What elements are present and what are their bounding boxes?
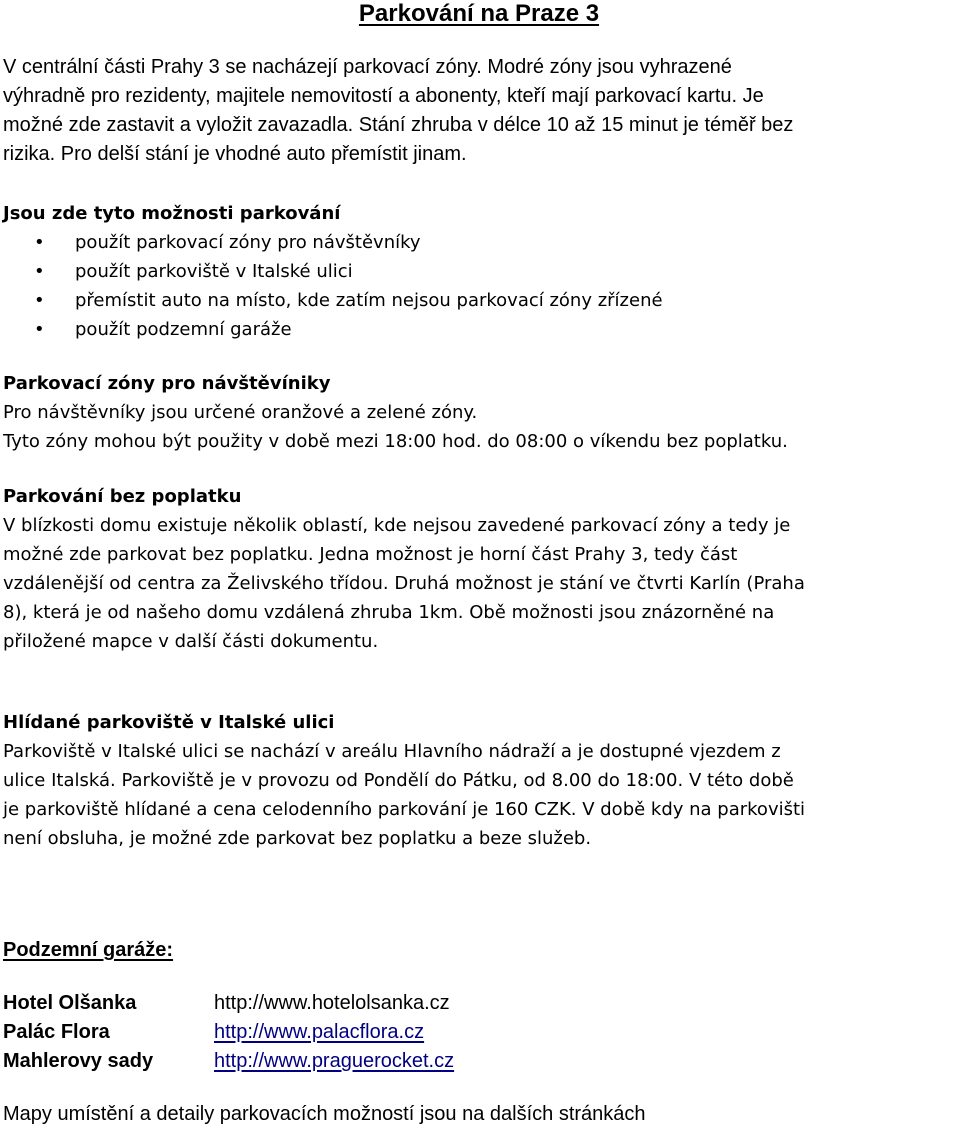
italska-line: Parkoviště v Italské ulici se nachází v areálu Hlavního nádraží a je dostupné vjezdem z: [3, 741, 781, 762]
garage-name: Hotel Olšanka: [3, 992, 137, 1014]
garages-section: [3, 936, 955, 1129]
bullet-icon: •: [34, 319, 45, 340]
bullet-icon: •: [34, 232, 45, 253]
list-item-text: použít parkoviště v Italské ulici: [75, 261, 353, 282]
garage-row: [3, 1047, 955, 1076]
garage-row: [3, 989, 955, 1018]
italska-section: [3, 708, 955, 853]
list-item-text: použít parkovací zóny pro návštěvníky: [75, 232, 421, 253]
italska-line: je parkoviště hlídané a cena celodenního parkování je 160 CZK. V době kdy na parkovišti: [3, 799, 806, 820]
options-heading: Jsou zde tyto možnosti parkování: [3, 203, 341, 224]
intro-line: rizika. Pro delší stání je vhodné auto přemístit jinam.: [3, 143, 467, 165]
options-section: [3, 199, 955, 344]
italska-heading: Hlídané parkoviště v Italské ulici: [3, 712, 335, 733]
garages-list: [3, 989, 955, 1076]
garage-name: Mahlerovy sady: [3, 1050, 154, 1072]
visitor-zones-section: [3, 369, 955, 456]
visitor-zones-line: Pro návštěvníky jsou určené oranžové a zelené zóny.: [3, 402, 478, 423]
intro-line: V centrální části Prahy 3 se nacházejí parkovací zóny. Modré zóny jsou vyhrazené: [3, 56, 732, 78]
free-parking-line: 8), která je od našeho domu vzdálená zhruba 1km. Obě možnosti jsou znázorněné na: [3, 602, 775, 623]
list-item: [3, 286, 955, 315]
bullet-icon: •: [34, 290, 45, 311]
footer-note: Mapy umístění a detaily parkovacích možností jsou na dalších stránkách: [3, 1103, 646, 1125]
free-parking-line: přiložené mapce v další části dokumentu.: [3, 631, 379, 652]
free-parking-line: možné zde parkovat bez poplatku. Jedna možnost je horní část Prahy 3, tedy část: [3, 544, 738, 565]
list-item-text: přemístit auto na místo, kde zatím nejsou parkovací zóny zřízené: [75, 290, 663, 311]
garage-row: [3, 1018, 955, 1047]
garage-link[interactable]: http://www.praguerocket.cz: [214, 1050, 455, 1072]
garages-heading: Podzemní garáže:: [3, 939, 174, 961]
bullet-icon: •: [34, 261, 45, 282]
italska-line: ulice Italská. Parkoviště je v provozu od Pondělí do Pátku, od 8.00 do 18:00. V této době: [3, 770, 794, 791]
list-item: [3, 315, 955, 344]
free-parking-heading: Parkování bez poplatku: [3, 486, 242, 507]
document-page: [3, 0, 955, 1129]
free-parking-section: [3, 482, 955, 656]
page-title: Parkování na Praze 3: [358, 0, 600, 27]
intro-line: výhradně pro rezidenty, majitele nemovitostí a abonenty, kteří mají parkovací kartu. Je: [3, 85, 764, 107]
visitor-zones-heading: Parkovací zóny pro návštěvíniky: [3, 373, 331, 394]
list-item-text: použít podzemní garáže: [75, 319, 292, 340]
free-parking-line: V blízkosti domu existuje několik oblastí, kde nejsou zavedené parkovací zóny a tedy je: [3, 515, 791, 536]
list-item: [3, 228, 955, 257]
garage-name: Palác Flora: [3, 1021, 110, 1043]
garage-link[interactable]: http://www.palacflora.cz: [214, 1021, 425, 1043]
list-item: [3, 257, 955, 286]
italska-line: není obsluha, je možné zde parkovat bez poplatku a beze služeb.: [3, 828, 592, 849]
intro-line: možné zde zastavit a vyložit zavazadla. Stání zhruba v délce 10 až 15 minut je téměř bez: [3, 114, 794, 136]
free-parking-line: vzdálenější od centra za Želivského třídou. Druhá možnost je stání ve čtvrti Karlín (Praha: [3, 573, 805, 594]
visitor-zones-line: Tyto zóny mohou být použity v době mezi 18:00 hod. do 08:00 o víkendu bez poplatku.: [3, 431, 788, 452]
options-list: [3, 228, 955, 344]
intro-paragraph: [3, 53, 955, 169]
garage-url: http://www.hotelolsanka.cz: [214, 992, 450, 1014]
